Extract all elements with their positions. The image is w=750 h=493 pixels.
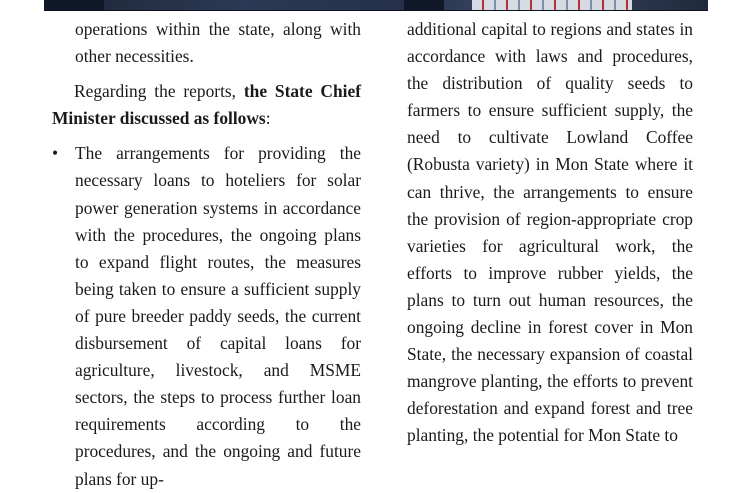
photo-window-detail [472,0,632,10]
left-column [52,16,361,493]
lead-colon: : [265,108,271,129]
bullet-item [52,140,361,492]
continuation-paragraph: operations within the state, along with other necessities. [75,19,361,67]
header-photo-strip [44,0,708,11]
right-column [407,16,693,450]
bullet-text: The arrangements for providing the necessary loans to hoteliers for solar power generation systems in accordance with the procedures, the ongoing plans to expand flight routes, the measures being taken to ensure a sufficient supply of pure breeder paddy seeds, the current disbursement of capital loans for agriculture, livestock, and MSME sectors, the steps to process further loan requirements according to the procedures, and the ongoing and future plans for up- [75,143,361,489]
right-column-text: additional capital to regions and states in accordance with laws and procedures, the distribution of quality seeds to farmers to ensure sufficient supply, the need to cultivate Lowland Coffee (Robusta variety) in Mon State where it can thrive, the arrangements to ensure the provision of region-appropriate crop varieties for agricultural work, the efforts to improve rubber yields, the plans to turn out human resources, the ongoing decline in forest cover in Mon State, the necessary expansion of coastal mangrove planting, the efforts to prevent deforestation and expand forest and tree planting, the potential for Mon State to [407,19,693,446]
lead-bold-text: the State Chief Minister discussed as follows [52,81,361,129]
lead-paragraph [52,78,361,132]
bullet-marker: • [52,143,59,164]
lead-intro: Regarding the reports, [74,81,237,102]
